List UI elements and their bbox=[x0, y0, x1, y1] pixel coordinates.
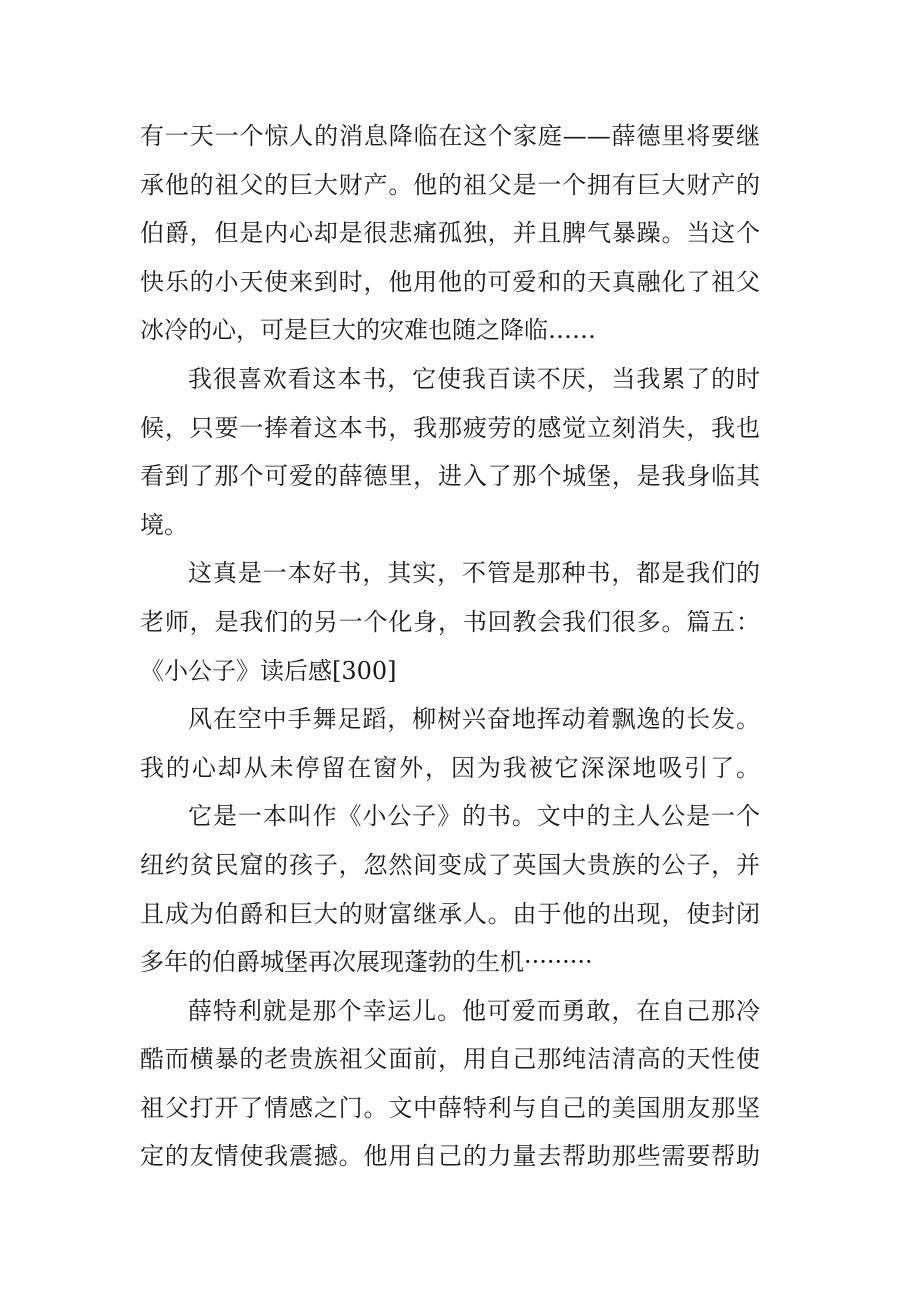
text-line: 酷而横暴的老贵族祖父面前，用自己那纯洁清高的天性使 bbox=[140, 1045, 760, 1074]
text-line: 快乐的小天使来到时，他用他的可爱和的天真融化了祖父 bbox=[140, 267, 760, 296]
text-line: 候，只要一捧着这本书，我那疲劳的感觉立刻消失，我也 bbox=[140, 413, 760, 442]
text-line: 定的友情使我震撼。他用自己的力量去帮助那些需要帮助 bbox=[140, 1142, 760, 1171]
text-line: 我很喜欢看这本书，它使我百读不厌，当我累了的时 bbox=[188, 364, 760, 393]
text-line: 老师，是我们的另一个化身，书回教会我们很多。篇五： bbox=[140, 607, 760, 636]
text-line: 纽约贫民窟的孩子，忽然间变成了英国大贵族的公子，并 bbox=[140, 850, 760, 879]
text-line: 它是一本叫作《小公子》的书。文中的主人公是一个 bbox=[188, 802, 760, 831]
text-line: 《小公子》读后感[300] bbox=[140, 656, 397, 685]
text-line: 祖父打开了情感之门。文中薛特利与自己的美国朋友那坚 bbox=[140, 1093, 760, 1122]
text-line: 承他的祖父的巨大财产。他的祖父是一个拥有巨大财产的 bbox=[140, 170, 760, 199]
text-line: 多年的伯爵城堡再次展现蓬勃的生机········· bbox=[140, 948, 593, 977]
document-body bbox=[140, 112, 760, 1181]
text-line: 看到了那个可爱的薛德里，进入了那个城堡，是我身临其 bbox=[140, 462, 760, 491]
text-line: 这真是一本好书，其实，不管是那种书，都是我们的 bbox=[188, 559, 760, 588]
text-line: 伯爵，但是内心却是很悲痛孤独，并且脾气暴躁。当这个 bbox=[140, 219, 760, 248]
text-line: 我的心却从未停留在窗外，因为我被它深深地吸引了。 bbox=[140, 753, 760, 782]
text-line: 冰冷的心，可是巨大的灾难也随之降临…… bbox=[140, 316, 596, 345]
text-line: 且成为伯爵和巨大的财富继承人。由于他的出现，使封闭 bbox=[140, 899, 760, 928]
text-line: 薛特利就是那个幸运儿。他可爱而勇敢，在自己那冷 bbox=[188, 996, 760, 1025]
text-line: 境。 bbox=[140, 510, 188, 539]
text-line: 风在空中手舞足蹈，柳树兴奋地挥动着飘逸的长发。 bbox=[188, 705, 760, 734]
text-line: 有一天一个惊人的消息降临在这个家庭——薛德里将要继 bbox=[140, 122, 760, 150]
